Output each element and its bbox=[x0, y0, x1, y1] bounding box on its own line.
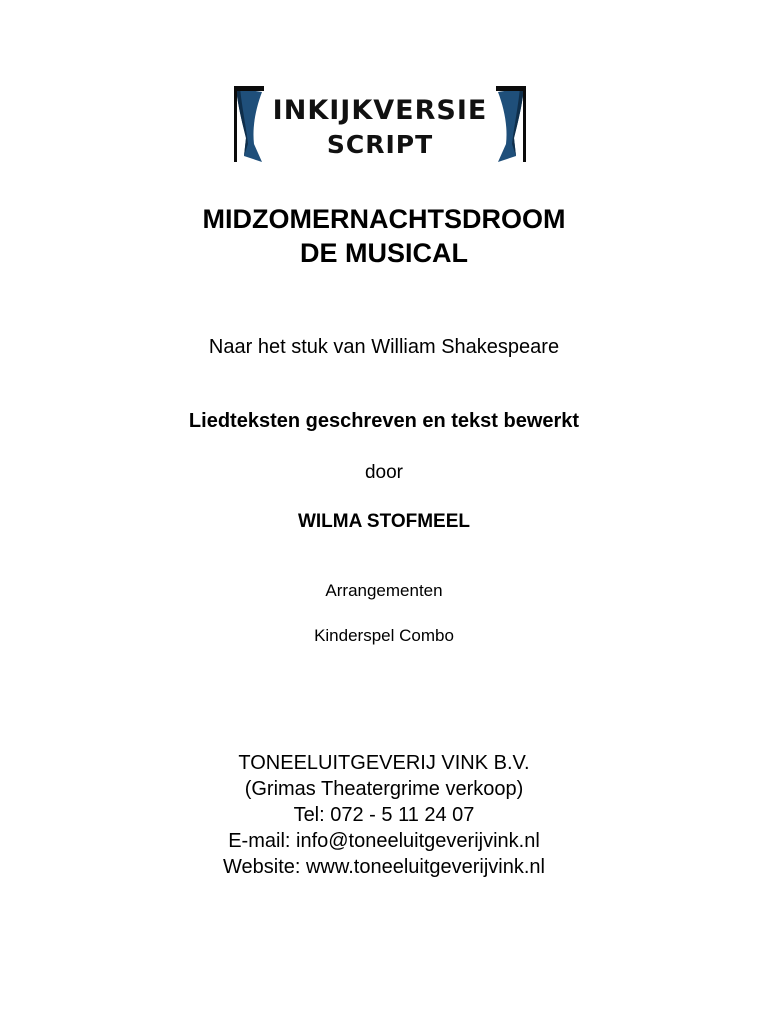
logo-line1: INKIJKVERSIE bbox=[272, 95, 488, 126]
publisher-website: Website: www.toneeluitgeverijvink.nl bbox=[222, 856, 545, 878]
arrangements-label: Arrangementen bbox=[325, 581, 443, 600]
publisher-note: (Grimas Theatergrime verkoop) bbox=[244, 778, 524, 800]
arrangements-by: Kinderspel Combo bbox=[314, 626, 454, 645]
author-name: WILMA STOFMEEL bbox=[297, 511, 471, 532]
publisher-tel: Tel: 072 - 5 11 24 07 bbox=[293, 804, 475, 826]
subtitle: Naar het stuk van William Shakespeare bbox=[208, 336, 560, 358]
title-line1: MIDZOMERNACHTSDROOM bbox=[202, 204, 566, 234]
lyrics-credit: Liedteksten geschreven en tekst bewerkt bbox=[188, 410, 580, 432]
by-label: door bbox=[364, 462, 404, 483]
logo-line2: SCRIPT bbox=[326, 130, 434, 159]
publisher-email: E-mail: info@toneeluitgeverijvink.nl bbox=[228, 830, 540, 852]
inkijkversie-script-logo bbox=[232, 86, 528, 164]
title-line2: DE MUSICAL bbox=[300, 238, 468, 268]
publisher-name: TONEELUITGEVERIJ VINK B.V. bbox=[238, 752, 530, 774]
